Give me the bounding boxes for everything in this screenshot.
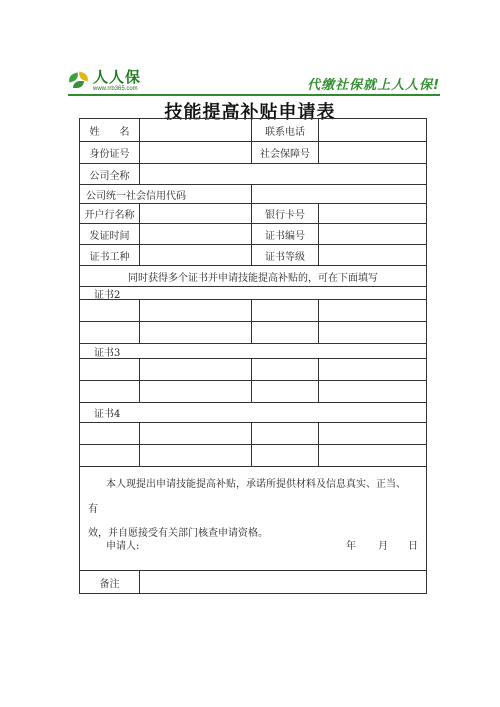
cert-number-label: 证书编号 (251, 224, 318, 244)
phone-label: 联系电话 (251, 119, 318, 141)
id-number-label: 身份证号 (89, 149, 130, 160)
cert-2-cell[interactable] (80, 322, 139, 343)
cert-4-cell[interactable] (80, 423, 139, 444)
cert-section-header (80, 344, 426, 359)
cert-4-cell[interactable] (80, 445, 139, 466)
cert-4-label: 证书4 (94, 409, 121, 420)
cert-3-cell[interactable] (139, 359, 251, 380)
slogan: 代缴社保就上人人保! (307, 78, 440, 93)
cert-2-cell[interactable] (139, 322, 251, 343)
cert-2-label: 证书2 (94, 289, 121, 301)
id-number-input[interactable] (139, 142, 251, 163)
bank-label: 开户行名称 (84, 210, 135, 221)
cert-4-cell[interactable] (251, 445, 318, 466)
logo-name: 人人保 (93, 68, 142, 86)
cert-3-cell[interactable] (80, 359, 139, 380)
cert-2-row-2 (80, 322, 426, 344)
social-security-label: 社会保障号 (251, 142, 318, 163)
cert-2-cell[interactable] (139, 300, 251, 321)
cert-3-row-1 (80, 359, 426, 381)
form-row-company (80, 164, 426, 185)
cert-4-cell[interactable] (139, 445, 251, 466)
cert-2-row-1 (80, 300, 426, 322)
credit-code-input[interactable] (251, 185, 426, 203)
cert-3-label: 证书3 (94, 347, 121, 359)
form-row-id (80, 142, 426, 164)
cert-2-cell[interactable] (318, 300, 426, 321)
day-label: 日 (408, 541, 418, 552)
remarks-label: 备注 (99, 578, 120, 590)
form-row-cert-type (80, 245, 426, 266)
cert-4-cell[interactable] (318, 423, 426, 444)
phone-input[interactable] (318, 119, 426, 141)
logo-url: www.rrb365.com (93, 86, 138, 92)
cert-3-row-2 (80, 381, 426, 403)
application-form (79, 118, 427, 594)
social-security-input[interactable] (318, 142, 426, 163)
card-input[interactable] (318, 204, 426, 223)
cert-2-cell[interactable] (318, 322, 426, 343)
cert-2-cell[interactable] (251, 300, 318, 321)
company-label: 公司全称 (89, 170, 130, 182)
cert-number-input[interactable] (318, 224, 426, 244)
cert-type-input[interactable] (139, 245, 251, 265)
applicant-label: 申请人: (106, 541, 140, 552)
issue-time-input[interactable] (139, 224, 251, 244)
cert-type-label: 证书工种 (89, 251, 130, 263)
issue-time-label: 发证时间 (89, 230, 130, 242)
cert-3-cell[interactable] (318, 381, 426, 402)
cert-3-cell[interactable] (139, 381, 251, 402)
cert-section-header (80, 403, 426, 423)
multi-cert-note: 同时获得多个证书并申请技能提高补贴的，可在下面填写 (128, 272, 378, 284)
statement-line-1: 本人现提出申请技能提高补贴，承诺所提供材料及信息真实、正当、有 (88, 479, 406, 515)
year-label: 年 (346, 541, 356, 552)
company-input[interactable] (139, 164, 426, 184)
credit-code-label: 公司统一社会信用代码 (86, 190, 186, 202)
name-label: 姓 名 (89, 126, 130, 138)
cert-3-cell[interactable] (318, 359, 426, 380)
card-label: 银行卡号 (251, 204, 318, 223)
statement-section (80, 467, 426, 571)
cert-3-cell[interactable] (80, 381, 139, 402)
month-label: 月 (378, 541, 388, 552)
cert-2-cell[interactable] (80, 300, 139, 321)
cert-3-cell[interactable] (251, 381, 318, 402)
leaf-logo-icon (68, 72, 90, 90)
header-divider (68, 94, 440, 96)
form-row-bank (80, 204, 426, 224)
statement-text (80, 473, 426, 547)
cert-level-label: 证书等级 (251, 245, 318, 265)
bank-input[interactable] (139, 204, 251, 223)
form-row-remarks (80, 571, 426, 593)
cert-4-cell[interactable] (139, 423, 251, 444)
form-title: 技能提高补贴申请表 (164, 102, 336, 123)
page-header (68, 70, 440, 94)
cert-4-row-2 (80, 445, 426, 467)
cert-4-row-1 (80, 423, 426, 445)
cert-2-cell[interactable] (251, 322, 318, 343)
rrb-logo (68, 70, 141, 92)
form-row-note (80, 266, 426, 287)
form-row-credit-code (80, 185, 426, 204)
cert-level-input[interactable] (318, 245, 426, 265)
cert-section-header (80, 287, 426, 300)
cert-4-cell[interactable] (318, 445, 426, 466)
remarks-input[interactable] (139, 571, 426, 593)
cert-4-cell[interactable] (251, 423, 318, 444)
statement-line-2: 效，并自愿接受有关部门核查申请资格。 (88, 528, 268, 539)
form-row-name (80, 119, 426, 142)
cert-3-cell[interactable] (251, 359, 318, 380)
form-row-issue (80, 224, 426, 245)
name-input[interactable] (139, 119, 251, 141)
